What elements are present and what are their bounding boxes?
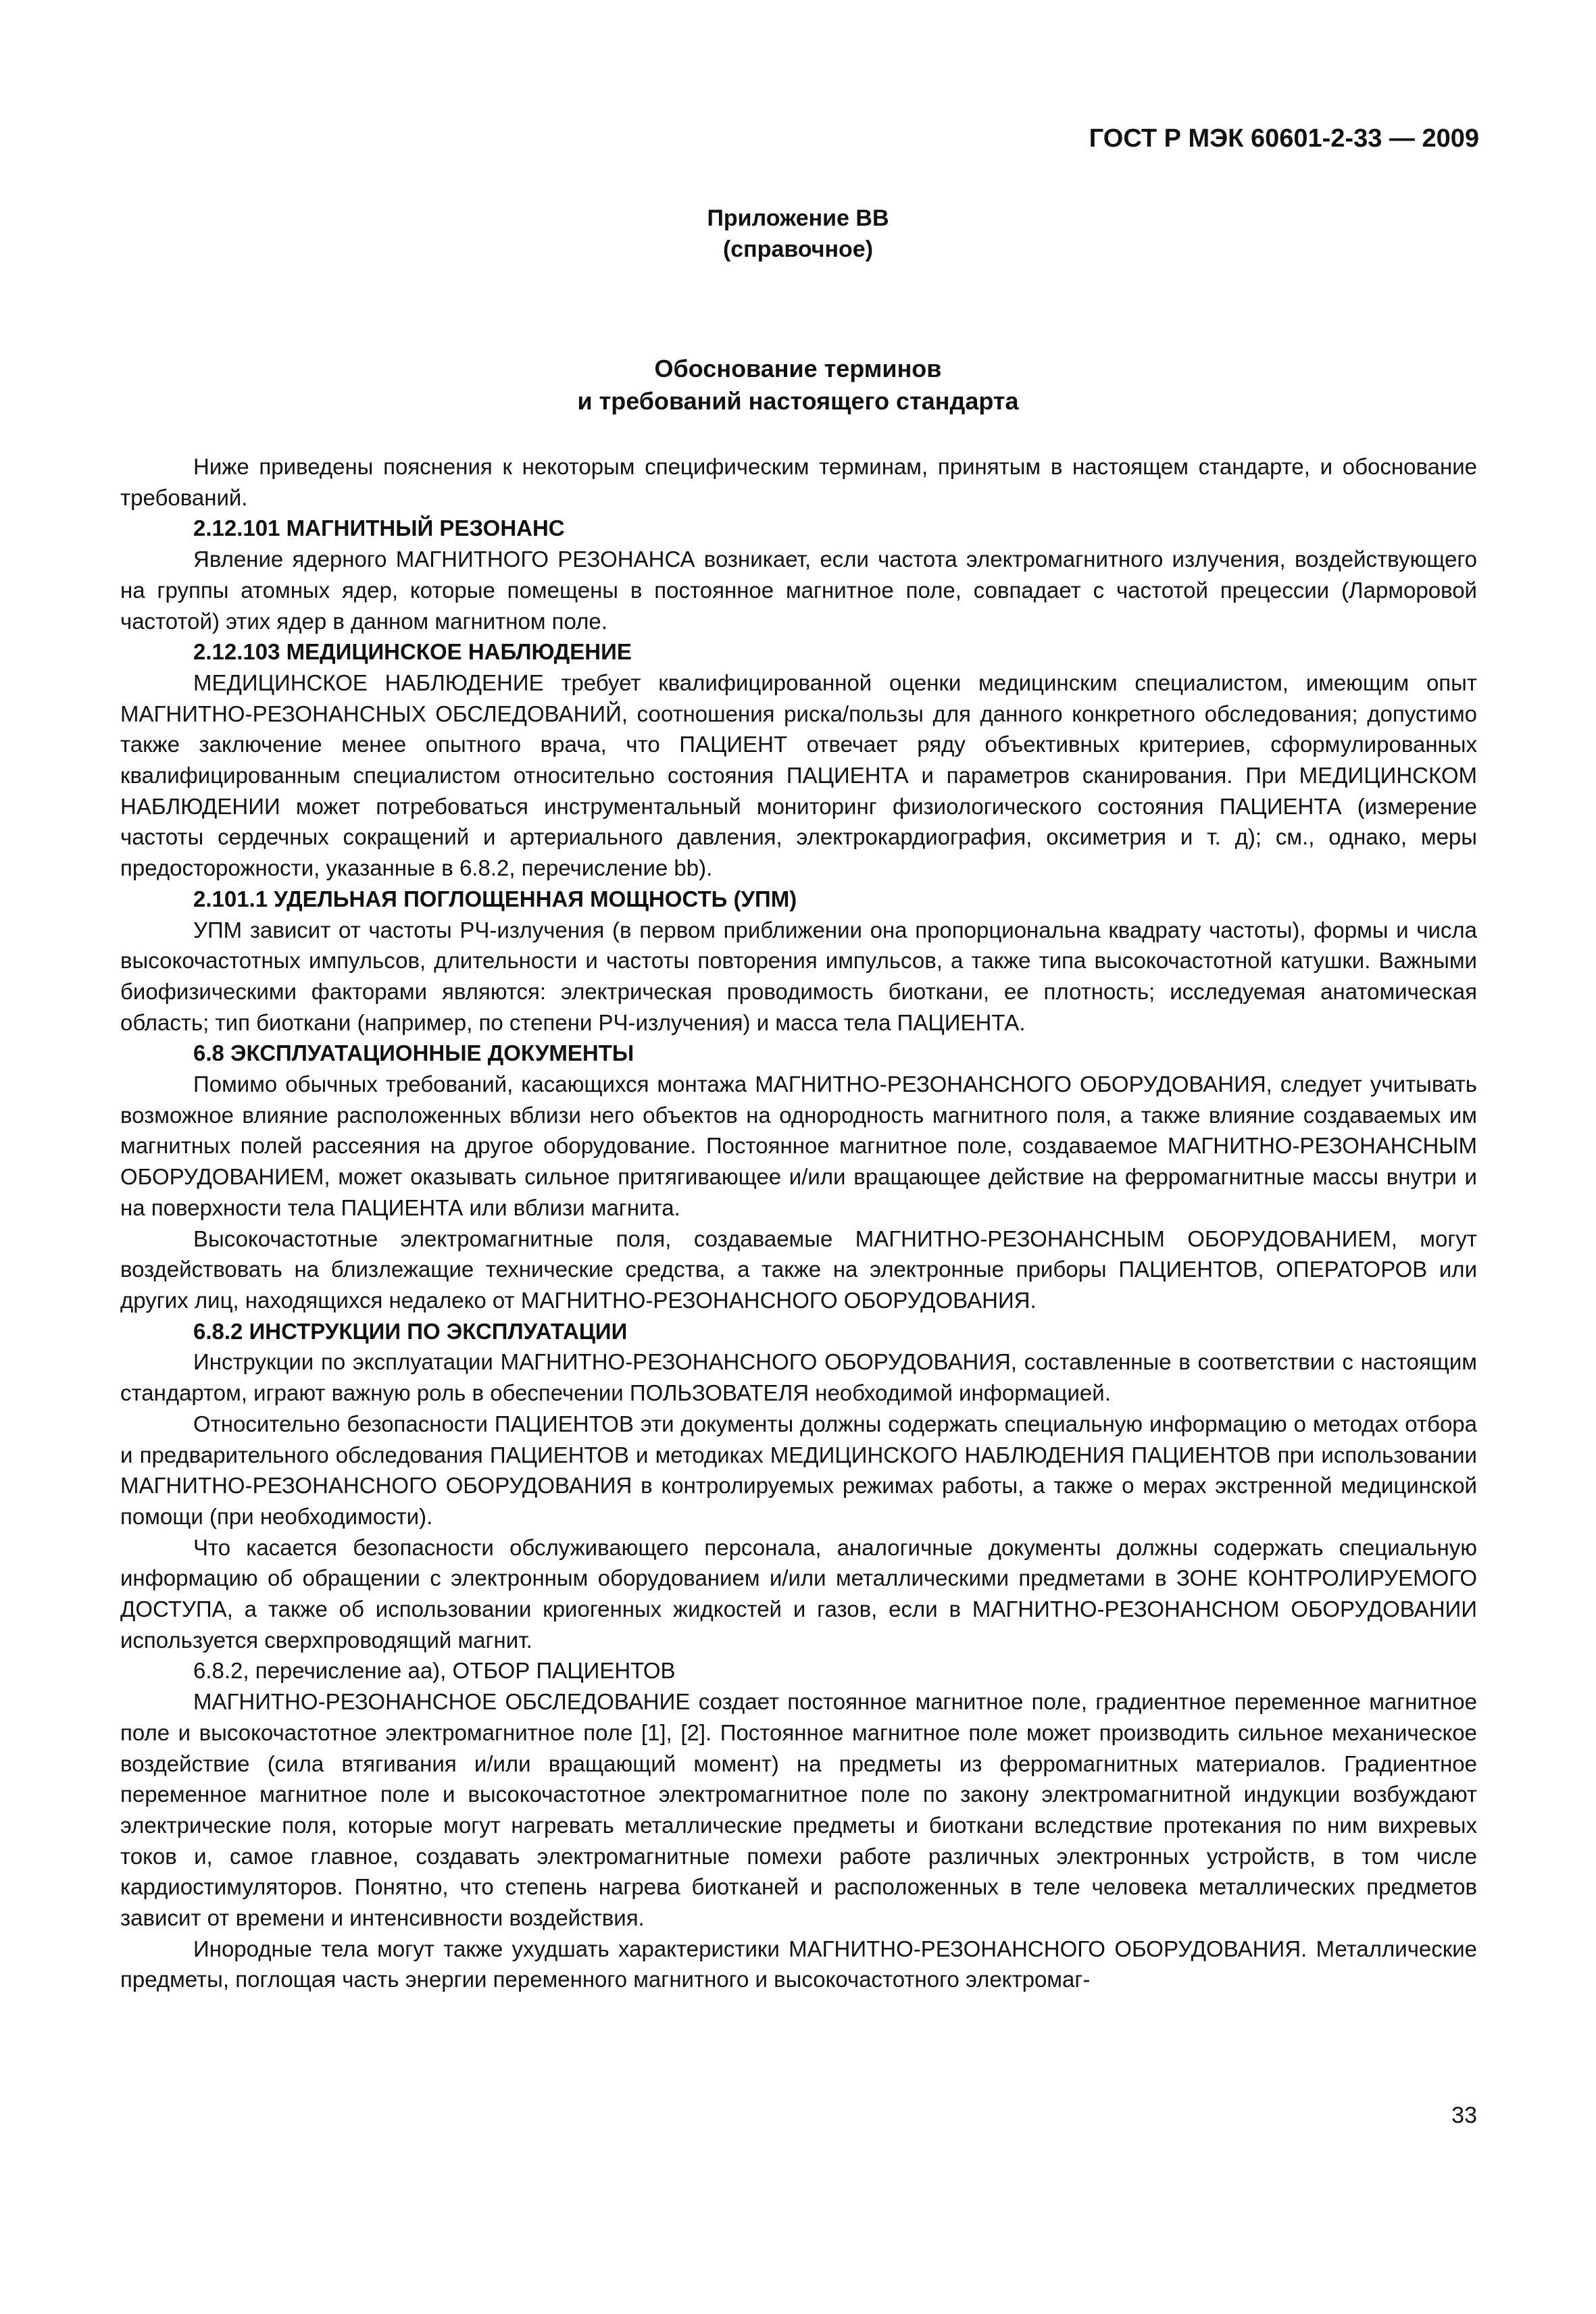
paragraph: Высокочастотные электромагнитные поля, создаваемые МАГНИТНО-РЕЗОНАНСНЫМ ОБОРУДОВАНИЕМ, могут воздействовать на близлежащие технические средства, а также на электронные приборы ПАЦИЕНТОВ, ОПЕРАТОРОВ или других лиц, находящихся недалеко от МАГНИТНО-РЕЗОНАНСНОГО ОБОРУДОВАНИЯ. <box>120 1226 1477 1313</box>
section-title-line-1: Обоснование терминов <box>654 355 942 382</box>
appendix-heading <box>0 203 1596 265</box>
section-heading: 2.101.1 УДЕЛЬНАЯ ПОГЛОЩЕННАЯ МОЩНОСТЬ (УПМ) <box>193 886 797 911</box>
paragraph: МАГНИТНО-РЕЗОНАНСНОЕ ОБСЛЕДОВАНИЕ создает постоянное магнитное поле, градиентное переменное магнитное поле и высокочастотное электромагнитное поле [1], [2]. Постоянное магнитное поле может производить сильное механическое воздействие (сила втягивания и/или вращающий момент) на предметы из ферромагнитных материалов. Градиентное переменное магнитное поле и высокочастотное электромагнитное поле по закону электромагнитной индукции возбуждают электрические поля, которые могут нагревать металлические предметы и биоткани вследствие протекания по ним вихревых токов и, самое главное, создавать электромагнитные помехи работе различных электронных устройств, в том числе кардиостимуляторов. Понятно, что степень нагрева биотканей и расположенных в теле человека металлических предметов зависит от времени и интенсивности воздействия. <box>120 1689 1477 1931</box>
paragraph: 6.8.2, перечисление аа), ОТБОР ПАЦИЕНТОВ <box>193 1658 676 1684</box>
appendix-title: Приложение ВВ <box>707 205 889 231</box>
paragraph: Относительно безопасности ПАЦИЕНТОВ эти документы должны содержать специальную информацию о методах отбора и предварительного обследования ПАЦИЕНТОВ и методиках МЕДИЦИНСКОГО НАБЛЮДЕНИЯ ПАЦИЕНТОВ при использовании МАГНИТНО-РЕЗОНАНСНОГО ОБОРУДОВАНИЯ в контролируемых режимах работы, а также о мерах экстренной медицинской помощи (при необходимости). <box>120 1411 1477 1529</box>
section-title-line-2: и требований настоящего стандарта <box>577 387 1019 415</box>
paragraph: Что касается безопасности обслуживающего персонала, аналогичные документы должны содержать специальную информацию об обращении с электронным оборудованием и/или металлическими предметами в ЗОНЕ КОНТРОЛИРУЕМОГО ДОСТУПА, а также об использовании криогенных жидкостей и газов, если в МАГНИТНО-РЕЗОНАНСНОМ ОБОРУДОВАНИИ используется сверхпроводящий магнит. <box>120 1534 1477 1653</box>
section-title <box>0 353 1596 418</box>
page-number: 33 <box>1451 2103 1477 2128</box>
section-heading: 2.12.103 МЕДИЦИНСКОЕ НАБЛЮДЕНИЕ <box>193 639 632 665</box>
section-heading: 6.8.2 ИНСТРУКЦИИ ПО ЭКСПЛУАТАЦИИ <box>193 1318 628 1344</box>
paragraph: Явление ядерного МАГНИТНОГО РЕЗОНАНСА возникает, если частота электромагнитного излучения, воздействующего на группы атомных ядер, которые помещены в постоянное магнитное поле, совпадает с частотой прецессии (Ларморовой частотой) этих ядер в данном магнитном поле. <box>120 547 1477 634</box>
paragraph: МЕДИЦИНСКОЕ НАБЛЮДЕНИЕ требует квалифицированной оценки медицинским специалистом, имеющим опыт МАГНИТНО-РЕЗОНАНСНЫХ ОБСЛЕДОВАНИЙ, соотношения риска/пользы для данного конкретного обследования; допустимо также заключение менее опытного врача, что ПАЦИЕНТ отвечает ряду объективных критериев, сформулированных квалифицированным специалистом относительно состояния ПАЦИЕНТА и параметров сканирования. При МЕДИЦИНСКОМ НАБЛЮДЕНИИ может потребоваться инструментальный мониторинг физиологического состояния ПАЦИЕНТА (измерение частоты сердечных сокращений и артериального давления, электрокардиография, оксиметрия и т. д); см., однако, меры предосторожности, указанные в 6.8.2, перечисление bb). <box>120 670 1477 881</box>
paragraph: Помимо обычных требований, касающихся монтажа МАГНИТНО-РЕЗОНАНСНОГО ОБОРУДОВАНИЯ, следует учитывать возможное влияние расположенных вблизи него объектов на однородность магнитного поля, а также влияние создаваемых им магнитных полей рассеяния на другое оборудование. Постоянное магнитное поле, создаваемое МАГНИТНО-РЕЗОНАНСНЫМ ОБОРУДОВАНИЕМ, может оказывать сильное притягивающее и/или вращающее действие на ферромагнитные массы внутри и на поверхности тела ПАЦИЕНТА или вблизи магнита. <box>120 1072 1477 1220</box>
standard-code-header: ГОСТ Р МЭК 60601-2-33 — 2009 <box>1089 124 1479 153</box>
section-heading: 6.8 ЭКСПЛУАТАЦИОННЫЕ ДОКУМЕНТЫ <box>193 1040 634 1066</box>
body-text <box>120 451 1477 1995</box>
paragraph: Ниже приведены пояснения к некоторым специфическим терминам, принятым в настоящем стандарте, и обоснование требований. <box>120 454 1477 510</box>
appendix-subtitle: (справочное) <box>722 236 874 262</box>
paragraph: УПМ зависит от частоты РЧ-излучения (в первом приближении она пропорциональна квадрату частоты), формы и числа высокочастотных импульсов, длительности и частоты повторения импульсов, а также типа высокочастотной катушки. Важными биофизическими факторами являются: электрическая проводимость биоткани, ее плотность; исследуемая анатомическая область; тип биоткани (например, по степени РЧ-излучения) и масса тела ПАЦИЕНТА. <box>120 917 1477 1035</box>
paragraph: Инородные тела могут также ухудшать характеристики МАГНИТНО-РЕЗОНАНСНОГО ОБОРУДОВАНИЯ. Металлические предметы, поглощая часть энергии переменного магнитного и высокочастотного электромаг- <box>120 1936 1477 1992</box>
section-heading: 2.12.101 МАГНИТНЫЙ РЕЗОНАНС <box>193 515 565 541</box>
paragraph: Инструкции по эксплуатации МАГНИТНО-РЕЗОНАНСНОГО ОБОРУДОВАНИЯ, составленные в соответствии с настоящим стандартом, играют важную роль в обеспечении ПОЛЬЗОВАТЕЛЯ необходимой информацией. <box>120 1349 1477 1406</box>
